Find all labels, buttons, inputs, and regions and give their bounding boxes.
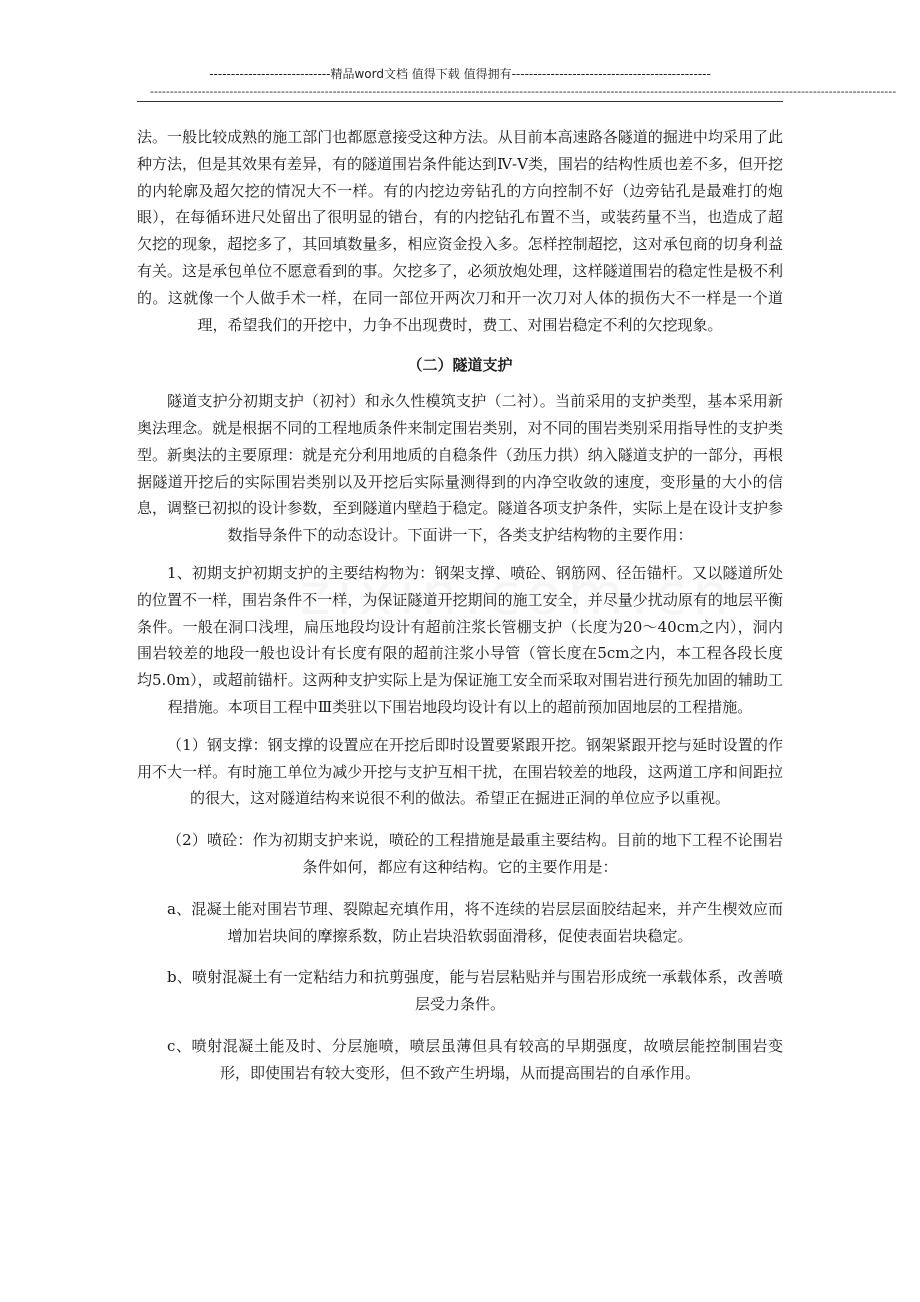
paragraph-shotcrete: （2）喷砼：作为初期支护来说，喷砼的工程措施是最重主要结构。目前的地下工程不论围岩条件如何，都应有这种结构。它的主要作用是： (167, 831, 783, 876)
section-heading: （二）隧道支护 (407, 356, 513, 375)
paragraph-support-intro: 隧道支护分初期支护（初衬）和永久性模筑支护（二衬）。当前采用的支护类型，基本采用新奥法理念。就是根据不同的工程地质条件来制定围岩类别，对不同的围岩类别采用指导性的支护类型。新奥法的主要原理：就是充分利用地质的自稳条件（劲压力拱）纳入隧道支护的一部分，再根据隧道开挖后的实际围岩类别以及开挖后实际量测得到的内净空收敛的速度，变形量的大小的信息，调整已初拟的设计参数，至到隧道内壁趋于稳定。隧道各项支护条件，实际上是在设计支护参数指导条件下的动态设计。下面讲一下，各类支护结构物的主要作用： (137, 392, 783, 545)
page-header-banner: ----------------------------精品word文档 值得下载 值得拥有---------------------------------------------- (209, 67, 711, 81)
list-item-c: c、喷射混凝土能及时、分层施喷，喷层虽薄但具有较高的早期强度，故喷层能控制围岩变形，即使围岩有较大变形，但不致产生坍塌，从而提高围岩的自承作用。 (167, 1036, 783, 1082)
paragraph-continued: 法。一般比较成熟的施工部门也都愿意接受这种方法。从目前本高速路各隧道的掘进中均采用了此种方法，但是其效果有差异，有的隧道围岩条件能达到Ⅳ-Ⅴ类，围岩的结构性质也差不多，但开挖的内轮廓及超欠挖的情况大不一样。有的内挖边旁钻孔的方向控制不好（边旁钻孔是最难打的炮眼），在每循环进尺处留出了很明显的错台，有的内挖钻孔布置不当，或装药量不当，也造成了超欠挖的现象，超挖多了，其回填数量多，相应资金投入多。怎样控制超挖，这对承包商的切身利益有关。这是承包单位不愿意看到的事。欠挖多了，必须放炮处理，这样隧道围岩的稳定性是极不利的。这就像一个人做手术一样，在同一部位开两次刀和开一次刀对人体的损伤大不一样是一个道理，希望我们的开挖中，力争不出现费时，费工、对围岩稳定不利的欠挖现象。 (137, 128, 783, 334)
list-item-b: b、喷射混凝土有一定粘结力和抗剪强度，能与岩层粘贴并与围岩形成统一承载体系，改善喷层受力条件。 (167, 968, 783, 1014)
list-item-a: a、混凝土能对围岩节理、裂隙起充填作用，将不连续的岩层层面胶结起来，并产生楔效应而增加岩块间的摩擦系数，防止岩块沿软弱面滑移，促使表面岩块稳定。 (167, 899, 783, 945)
paragraph-initial-support: 1、初期支护初期支护的主要结构物为：钢架支撑、喷砼、钢筋网、径缶锚杆。又以隧道所处的位置不一样，围岩条件不一样，为保证隧道开挖期间的施工安全，并尽量少扰动原有的地层平衡条件。一般在洞口浅埋，扁压地段均设计有超前注浆长管棚支护（长度为20～40cm之内），洞内围岩较差的地段一般也设计有长度有限的超前注浆小导管（管长度在5cm之内，本工程各段长度均5.0m），或超前锚杆。这两种支护实际上是为保证施工安全而采取对围岩进行预先加固的辅助工程措施。本项目工程中Ⅲ类驻以下围岩地段均设计有以上的超前预加固地层的工程措施。 (137, 563, 783, 716)
header-divider (137, 101, 783, 102)
paragraph-steel-support: （1）钢支撑：钢支撑的设置应在开挖后即时设置要紧跟开挖。钢架紧跟开挖与延时设置的作用不大一样。有时施工单位为减少开挖与支护互相干扰，在围岩较差的地段，这两道工序和间距拉的很大，这对隧道结构来说很不利的做法。希望正在掘进正洞的单位应予以重视。 (137, 735, 783, 808)
page-header-dashes: -------------------------------------------------------------------------------------------------------------------------------------------------------------------------------------------- (150, 85, 897, 98)
document-body (137, 124, 783, 1087)
